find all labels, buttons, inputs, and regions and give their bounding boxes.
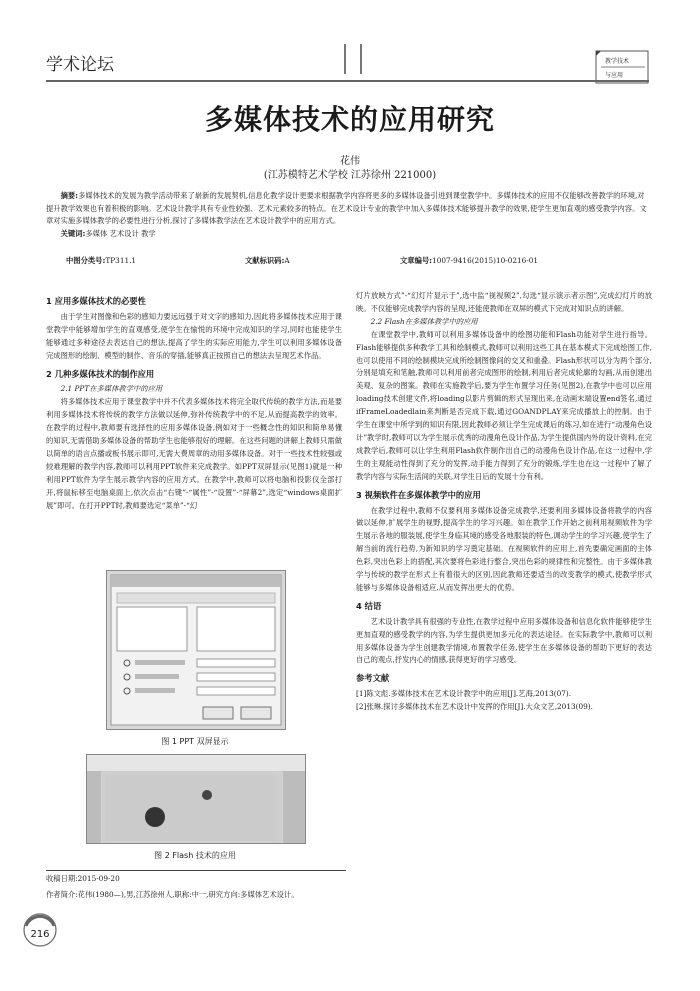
received-date: 收稿日期:2015-09-20 — [46, 874, 120, 883]
section-4-heading: 4 结语 — [356, 600, 382, 611]
subsection-2-1-heading: 2.1 PPT在多媒体教学中的应用 — [60, 384, 163, 394]
subsection-2-1-paragraph: 将多媒体技术应用于课堂教学中并不代表多媒体技术将完全取代传统的教学方法,而是要利用多媒体技术将传统的教学方法做以延伸,弥补传统教学中的不足,从而提高教学的效率。在教学的过程中,教师要有选择性的应用多媒体设备,例如对于一些概念性的知识和简单易懂的知识,无需借助多媒体设备的帮助学生也能够很好的理解。在这些问题的讲解上教师只需做以简单的语言点播或板书展示即可,无需大费周章的动用多媒体设备。对于一些技术性较强或较难理解的教学内容,教师可以利用PPT软件来完成教学。如PPT双屏显示(见图1)就是一种利用PPT软件为学生展示教学内容的应用方式。在教学中,教师可以将电脑和投影仪全部打开,将鼠标移至电脑桌面上,依次点击“右键”-“属性”-“设置”-“屏幕2”,选定“windows桌面扩展”即可。在打开PPT时,教师要选定“菜单”-“幻 — [46, 397, 342, 510]
subsection-2-2-paragraph: 在课堂教学中,教师可以利用多媒体设备中的绘图功能和Flash功能对学生进行指导。Flash能够提供多种教学工具和绘制模式,教师可以利用这些工具在基本模式下完成绘图工作,也可以使用不同的绘制模块完成所绘制图像间的交叉和重叠。Flash形状可以分为两个部分,分别是填充和笔触,教师可以利用前者完成图形的绘制,利用后者完成轮廓的勾画,从而创建出美观、复杂的图案。教师在实施教学后,要为学生布置学习任务(见图2),在教学中也可以应用loading技术创建文件,将loading以影片剪辑的形式呈现出来,在动画末端设置end签名,通过ifFrameLoadedlain来判断是否完成下载,通过GOANDPLAY来完成播放上的控制。由于学生在课堂中所学到的知识有限,因此教师必须让学生完成课后的练习,如在进行“动漫角色设计”教学时,教师可以为学生展示优秀的动漫角色设计作品,为学生提供国内外的设计资料,在完成教学后,教师可以让学生利用Flash软件制作出自己的动漫角色设计作品,在这一过程中,学生的主观能动性得到了充分的发挥,动手能力得到了充分的锻炼,学生也在这一过程中了解了教学内容与实际生活间的关联,对学生日后的发展十分有利。 — [356, 329, 652, 481]
subsection-2-2-heading: 2.2 Flash在多媒体教学中的应用 — [370, 316, 478, 326]
doc-code-value: A — [284, 256, 290, 265]
abstract-block — [46, 190, 651, 240]
page-number: 216 — [30, 929, 50, 940]
article-no-label: 文章编号: — [400, 256, 433, 265]
document-code — [245, 256, 290, 266]
article-title: 多媒体技术的应用研究 — [204, 103, 495, 136]
keywords-label: 关键词: — [60, 228, 86, 238]
keywords — [46, 228, 651, 241]
author-affiliation: (江苏模特艺术学校 江苏徐州 221000) — [263, 170, 437, 181]
section-title: 学术论坛 — [46, 55, 114, 75]
clc-code — [66, 256, 136, 266]
figure-1-image — [106, 570, 286, 730]
article-author: 花伟 — [340, 156, 360, 167]
page-number-badge — [22, 912, 58, 948]
abstract-text: 多媒体技术的发展为教学活动带来了崭新的发展契机,信息化教学设计更要求根据教学内容将更多的多媒体设备引进到课堂教学中。多媒体技术的应用不仅能够改善教学的环境,对提升教学效果也有着积极的影响。艺术设计教学具有专业性较强、艺术元素较多的特点。在艺术设计专业的教学中加入多媒体技术能够提升教学的效果,使学生更加直观的感受教学内容。文章对实施多媒体教学的必要性进行分析,探讨了多媒体教学法在艺术设计教学中的应用方式。 — [46, 191, 647, 225]
logo-text-top: 教学技术 — [605, 58, 630, 65]
abstract — [46, 190, 651, 228]
figure-2-caption: 图 2 Flash 技术的应用 — [154, 851, 236, 860]
clc-label: 中图分类号: — [66, 256, 106, 265]
section-3-paragraph: 在教学过程中,教师不仅要利用多媒体设备完成教学,还要利用多媒体设备将教学的内容做以延伸,扩展学生的视野,提高学生的学习兴趣。如在教学工作开始之前利用视频软件为学生展示各地的服装展,使学生身临其境的感受各地服装的特色,调动学生的学习兴趣,使学生了解当前的流行趋势,为新知识的学习奠定基础。在视频软件的应用上,首先要确定画面的主体色彩,突出色彩上的搭配,其次要将色彩进行整合,突出色彩的规律性和完整性。由于多媒体教学与传统的教学在形式上有着很大的区别,因此教师还要适当的改变教学的模式,使教学形式能够与多媒体设备相适应,从而发挥出更大的优势。 — [356, 505, 652, 592]
abstract-label: 摘要: — [60, 191, 79, 200]
references-list — [356, 688, 652, 714]
doc-code-label: 文献标识码: — [245, 256, 285, 265]
footnote-rule — [46, 870, 346, 871]
article-no-value: 1007-9416(2015)10-0216-01 — [432, 256, 539, 265]
left-column — [46, 290, 342, 513]
section-1-paragraph: 由于学生对图像和色彩的感知力要远远强于对文字的感知力,因此将多媒体技术应用于课堂教学中能够增加学生的直观感受,使学生在愉悦的环境中完成知识的学习,同时也能使学生能够通过多种途径去表达自己的想法,提高了学生的实际应用能力,学生可以利用多媒体设备完成图形的绘制、模型的制作、音乐的穿插,能够真正按照自己的想法去呈现艺术作品。 — [46, 311, 342, 360]
journal-logo — [595, 50, 649, 84]
section-4-paragraph: 艺术设计教学具有很强的专业性,在教学过程中应用多媒体设备和信息化软件能够使学生更加直观的感受教学的内容,为学生提供更加多元化的表达途径。在实际教学中,教师可以利用多媒体设备为学生创建教学情境,布置教学任务,使学生在多媒体设备的帮助下更好的表达自己的观点,抒发内心的情感,获得更好的学习感受。 — [356, 616, 652, 665]
references-heading: 参考文献 — [356, 673, 390, 684]
header-rule — [46, 80, 649, 82]
logo-text-bottom: 与应用 — [605, 72, 624, 79]
section-2-heading: 2 几种多媒体技术的制作应用 — [46, 368, 155, 379]
right-column — [356, 290, 652, 714]
section-2-1-continued: 灯片放映方式”-“幻灯片显示于”,选中监“视视频2”,勾选“显示演示者示图”,完成幻灯片的放映。不仅能够完成教学内容的呈现,还能使教师在双屏的模式下完成对知识点的讲解。 — [356, 291, 652, 313]
reference-item: [1]陈文彪.多媒体技术在艺术设计教学中的应用[J].艺海,2013(07). — [356, 689, 572, 699]
section-3-heading: 3 视频软件在多媒体教学中的应用 — [356, 489, 481, 500]
article-number — [400, 256, 538, 266]
clc-value: TP311.1 — [105, 256, 137, 265]
reference-item: [2]张琳.探讨多媒体技术在艺术设计中发挥的作用[J].大众文艺,2013(09). — [356, 702, 593, 712]
figure-1-caption: 图 1 PPT 双屏显示 — [161, 737, 229, 746]
header-divider-bars — [344, 44, 362, 74]
author-bio: 作者简介:花伟(1980—),男,江苏徐州人,职称:中一,研究方向:多媒体艺术设计。 — [46, 890, 299, 899]
figure-2-image — [86, 754, 306, 844]
keywords-text: 多媒体 艺术设计 教学 — [85, 228, 156, 238]
section-1-heading: 1 应用多媒体技术的必要性 — [46, 296, 146, 306]
